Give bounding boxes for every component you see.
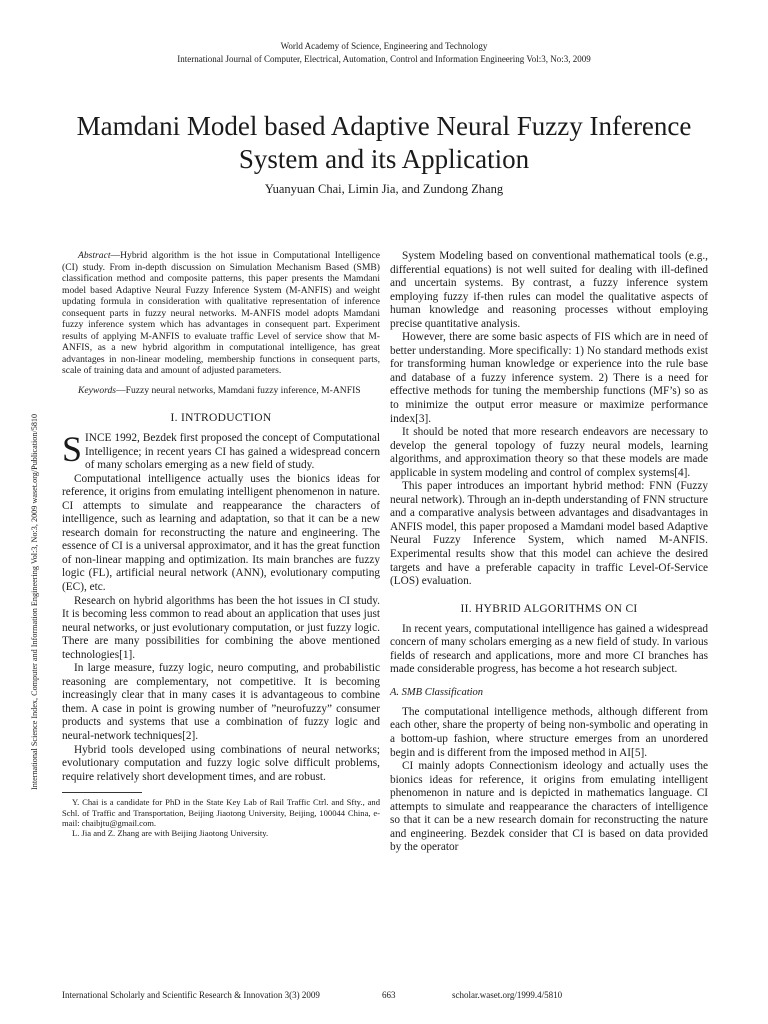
- paper-authors: Yuanyuan Chai, Limin Jia, and Zundong Zhang: [264, 182, 504, 196]
- header-line-1: World Academy of Science, Engineering and Technology: [280, 41, 488, 51]
- subsection-heading-smb: A. SMB Classification: [390, 686, 484, 698]
- footnote-1: Y. Chai is a candidate for PhD in the State Key Lab of Rail Traffic Ctrl. and Sfty., and Schl. of Traffic and Transportation, Beijing Jiaotong University, Beijing, 100044 China, e-mail: chaibjtu@gmail.com.: [62, 797, 380, 829]
- section-heading-introduction: I. INTRODUCTION: [170, 412, 272, 424]
- right-paragraph-5: In recent years, computational intelligence has gained a widespread concern of many scholars emerging as a new field of study. In various fields of research and applications, more and more CI branches has made considerable progress, has become a hot research subject.: [390, 622, 708, 676]
- right-paragraph-6: The computational intelligence methods, although different from each other, share the property of being non-symbolic and operating in a bottom-up fashion, where structure emerges from an unordered begin and is different from the imposed method in AI[5].: [390, 705, 708, 759]
- footer-publisher: International Scholarly and Scientific Research & Innovation 3(3) 2009: [62, 990, 320, 1000]
- footnote-divider: [62, 792, 142, 793]
- intro-paragraph-1: [62, 429, 380, 473]
- right-paragraph-2: However, there are some basic aspects of FIS which are in need of better understanding. More specifically: 1) No standard methods exist for transforming human knowledge or experience into the rule base and database of a fuzzy inference system. 2) There is a need for effective methods for tuning the membership functions (MF’s) so as to minimize the output error measure or maximize performance index[3].: [390, 331, 708, 425]
- keywords: [62, 385, 380, 397]
- footnote-2: L. Jia and Z. Zhang are with Beijing Jiaotong University.: [72, 828, 269, 839]
- intro-paragraph-3: Research on hybrid algorithms has been the hot issues in CI study. It is becoming less common to read about an application that uses just neural networks, or just evolutionary computation, or just fuzzy logic. There are many possibilities for combining the above mentioned technologies[1].: [62, 594, 380, 661]
- intro-paragraph-5: Hybrid tools developed using combinations of neural networks; evolutionary computation and fuzzy logic solve difficult problems, require relatively short development times, and are robust.: [62, 743, 380, 783]
- abstract-text: —Hybrid algorithm is the hot issue in Computational Intelligence (CI) study. From in-depth discussion on Simulation Mechanism Based (SMB) classification method and composite patterns, this paper presents the Mamdani model based Adaptive Neural Fuzzy Inference System (M-ANFIS) and weight updating formula in consideration with qualitative representation of inference consequent parts in fuzzy neural networks. M-ANFIS model adopts Mamdani fuzzy inference system which has advantages in consequent part. Experiment results of applying M-ANFIS to evaluate traffic Level of service show that M-ANFIS, as a new hybrid algorithm in computational intelligence, has great advantages in non-linear modeling, membership functions in consequent parts, scale of training data and amount of adjusted parameters.: [62, 250, 380, 376]
- right-paragraph-3: It should be noted that more research endeavors are necessary to develop the general topology of fuzzy neural models, learning algorithms, and approximation theory so that these models are made applicable in system modeling and control of complex systems[4].: [390, 426, 708, 479]
- right-column: [390, 250, 708, 855]
- footer-link[interactable]: scholar.waset.org/1999.4/5810: [452, 990, 563, 1000]
- header-line-2: International Journal of Computer, Electrical, Automation, Control and Information Engineering Vol:3, No:3, 2009: [177, 54, 591, 64]
- abstract-label: Abstract: [78, 250, 111, 261]
- keywords-text: —Fuzzy neural networks, Mamdani fuzzy inference, M-ANFIS: [116, 384, 361, 396]
- right-paragraph-7: CI mainly adopts Connectionism ideology and actually uses the bionics ideas for reference, it origins from emulating intelligent phenomenon in nature and is depicted in mathematics language. CI attempts to simulate and reappearance the characters of intelligence so that it can be a new research domain for reconstructing the nature and engineering. Bezdek consider that CI is based on data provided by the operator: [390, 760, 708, 854]
- right-paragraph-1: System Modeling based on conventional mathematical tools (e.g., differential equations) is not well suited for dealing with ill-defined and uncertain systems. By contrast, a fuzzy inference system employing fuzzy if-then rules can model the qualitative aspects of human knowledge and reasoning processes without employing precise quantitative analysis.: [390, 250, 708, 330]
- right-paragraph-4: This paper introduces an important hybrid method: FNN (Fuzzy neural network). Through an in-depth understanding of FNN structure and a comparative analysis between advantages and disadvantages in ANFIS model, this paper proposed a Mamdani model based Adaptive Neural Fuzzy Inference System, which named M-ANFIS. Experimental results show that this model can achieve the desired targets and have a preferable capacity in traffic Level-Of-Service (LOS) evaluation.: [390, 480, 708, 588]
- intro-paragraph-4: In large measure, fuzzy logic, neuro computing, and probabilistic reasoning are complementary, not competitive. It is becoming increasingly clear that in many cases it is advantageous to combine them. A case in point is growing number of ”neurofuzzy” consumer products and systems that use a combination of fuzzy logic and neural-network techniques[2].: [62, 662, 380, 743]
- side-watermark-note: International Science Index, Computer and Information Engineering Vol:3, No:3, 2009 waset.org/Publication/5810: [30, 413, 39, 790]
- paper-title: Mamdani Model based Adaptive Neural Fuzzy Inference System and its Application: [76, 111, 692, 174]
- page-number: 663: [382, 990, 396, 1000]
- abstract: [62, 250, 380, 377]
- section-heading-hybrid-algorithms: II. HYBRID ALGORITHMS ON CI: [460, 602, 638, 615]
- drop-cap: S: [62, 429, 83, 469]
- intro-paragraph-1-text: INCE 1992, Bezdek first proposed the concept of Computational Intelligence; in recent years CI has gained a widespread concern of many scholars emerging as a new field of study.: [85, 432, 380, 472]
- left-column: [62, 250, 380, 839]
- keywords-label: Keywords: [78, 384, 117, 396]
- journal-header: [0, 40, 768, 66]
- intro-paragraph-2: Computational intelligence actually uses the bionics ideas for reference, it origins from emulating intelligent phenomenon in nature. CI attempts to simulate and reappearance the characters of intelligence, such as learning and adaptation, so that it can be a new research domain for reconstructing the nature and engineering. The essence of CI is a universal approximator, and it has the great function of non-linear mapping and optimization. Its main branches are fuzzy logic (FL), artificial neural network (ANN), evolutionary computing (EC), etc.: [62, 472, 380, 594]
